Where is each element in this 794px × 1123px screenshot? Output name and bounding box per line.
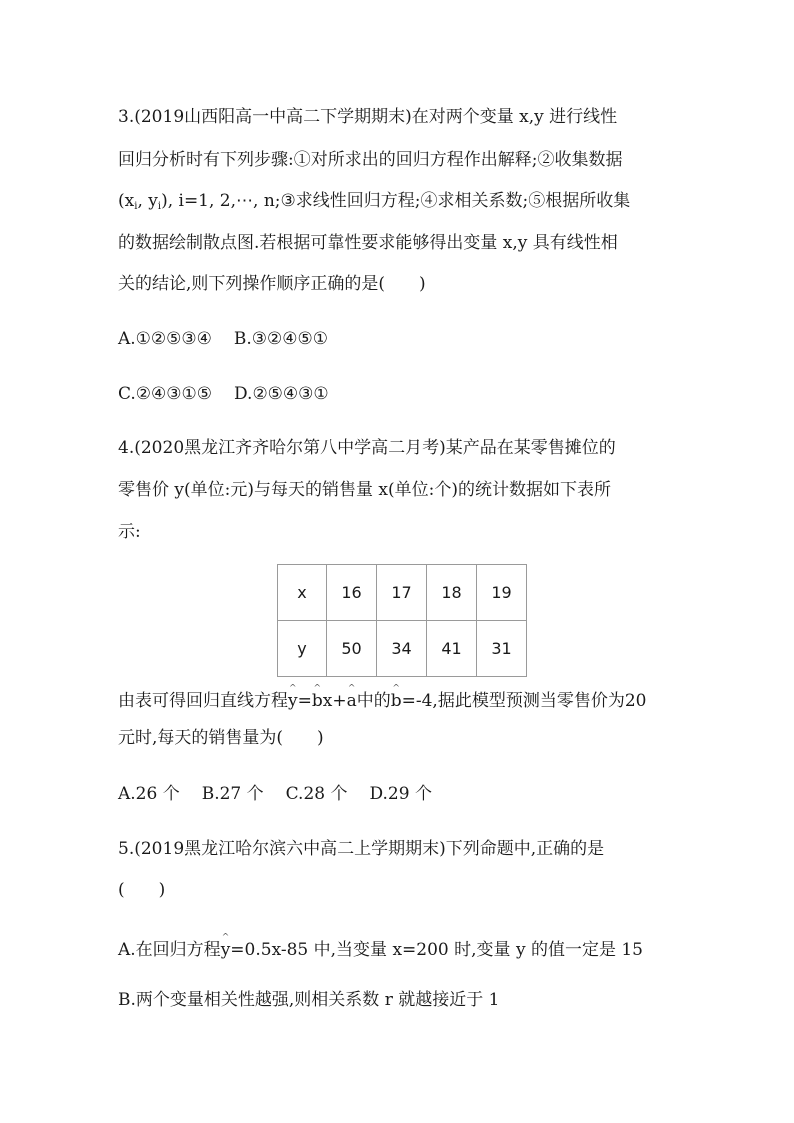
q3-options-row-2: [118, 383, 351, 405]
q4-option-c: C.28 个: [285, 784, 348, 804]
q3-line-5: 关的结论,则下列操作顺序正确的是( ): [118, 274, 426, 294]
table-cell-y2: 34: [377, 621, 427, 677]
q5-number: 5.: [118, 839, 135, 859]
q4-options-row: [118, 783, 454, 805]
q5-stem-1: 下列命题中,正确的是: [445, 839, 605, 859]
q4-line-2: 零售价 y(单位:元)与每天的销售量 x(单位:个)的统计数据如下表所: [118, 480, 611, 500]
q5-source: (2019黑龙江哈尔滨六中高二上学期期末): [134, 839, 446, 859]
q4-line-1: [118, 437, 616, 459]
table-cell-x4: 19: [477, 565, 527, 621]
table-header-y: y: [278, 621, 327, 677]
q3-option-b: B.③②④⑤①: [233, 329, 328, 349]
q4-stem-1: 某产品在某零售摊位的: [445, 438, 616, 458]
q4-source: (2020黑龙江齐齐哈尔第八中学高二月考): [134, 438, 446, 458]
q3-stem-1: 在对两个变量 x,y 进行线性: [411, 107, 618, 127]
q4-equation-line: [118, 690, 646, 712]
q4-eq-y-hat: ^ y: [288, 690, 298, 712]
table-cell-x3: 18: [427, 565, 477, 621]
q4-eq-x: x+: [322, 691, 347, 711]
q4-eq-equals: =: [297, 691, 312, 711]
q3-subscript-i-2: i: [157, 201, 162, 212]
q3-option-a: A.①②⑤③④: [118, 329, 212, 349]
q4-data-table: [277, 564, 527, 677]
q4-number: 4.: [118, 438, 135, 458]
table-cell-x2: 17: [377, 565, 427, 621]
q4-eq-mid: 中的: [356, 691, 391, 711]
q3-line-2: 回归分析时有下列步骤:①对所求出的回归方程作出解释;②收集数据: [118, 150, 623, 170]
q4-option-b: B.27 个: [201, 784, 264, 804]
q3-subscript-i: i: [134, 201, 138, 212]
table-cell-y4: 31: [477, 621, 527, 677]
q4-line-after: 元时,每天的销售量为( ): [118, 728, 324, 748]
q5-line-2: ( ): [118, 880, 166, 900]
q4-line-3: 示:: [118, 522, 141, 542]
q3-option-d: D.②⑤④③①: [234, 384, 329, 404]
table-cell-y1: 50: [327, 621, 377, 677]
q3-line-1: [118, 106, 617, 128]
table-cell-y3: 41: [427, 621, 477, 677]
q3-source: (2019山西阳高一中高二下学期期末): [134, 107, 412, 127]
q3-number: 3.: [118, 107, 135, 127]
q4-eq-prefix: 由表可得回归直线方程: [118, 691, 288, 711]
q4-eq-b-hat: ^ b: [312, 690, 323, 712]
q5-option-a-prefix: A.在回归方程: [118, 940, 221, 960]
q3-option-c: C.②④③①⑤: [118, 384, 213, 404]
q4-eq-b-hat-2: ^ b: [391, 690, 402, 712]
q4-option-a: A.26 个: [118, 784, 180, 804]
q4-eq-rest: =-4,据此模型预测当零售价为20: [401, 691, 647, 711]
q5-option-b: B.两个变量相关性越强,则相关系数 r 就越接近于 1: [118, 990, 500, 1010]
q3-data-open: (x: [118, 191, 135, 211]
table-row-y: [278, 621, 527, 677]
q4-option-d: D.29 个: [369, 784, 432, 804]
q3-options-row-1: [118, 328, 350, 350]
q4-eq-a-hat: ^ a: [347, 690, 357, 712]
q3-data-rest: ), i=1, 2,⋯, n;③求线性回归方程;④求相关系数;⑤根据所收集: [161, 191, 631, 211]
q3-line-4: 的数据绘制散点图.若根据可靠性要求能够得出变量 x,y 具有线性相: [118, 233, 618, 253]
q5-option-a: [118, 939, 643, 961]
q3-data-mid: , y: [137, 191, 158, 211]
table-header-x: x: [278, 565, 327, 621]
table-row-x: [278, 565, 527, 621]
q3-line-3: [118, 190, 630, 218]
table-cell-x1: 16: [327, 565, 377, 621]
q5-option-a-rest: =0.5x-85 中,当变量 x=200 时,变量 y 的值一定是 15: [230, 940, 643, 960]
q5-option-a-y-hat: ^ y: [221, 939, 231, 961]
q5-line-1: [118, 838, 604, 860]
